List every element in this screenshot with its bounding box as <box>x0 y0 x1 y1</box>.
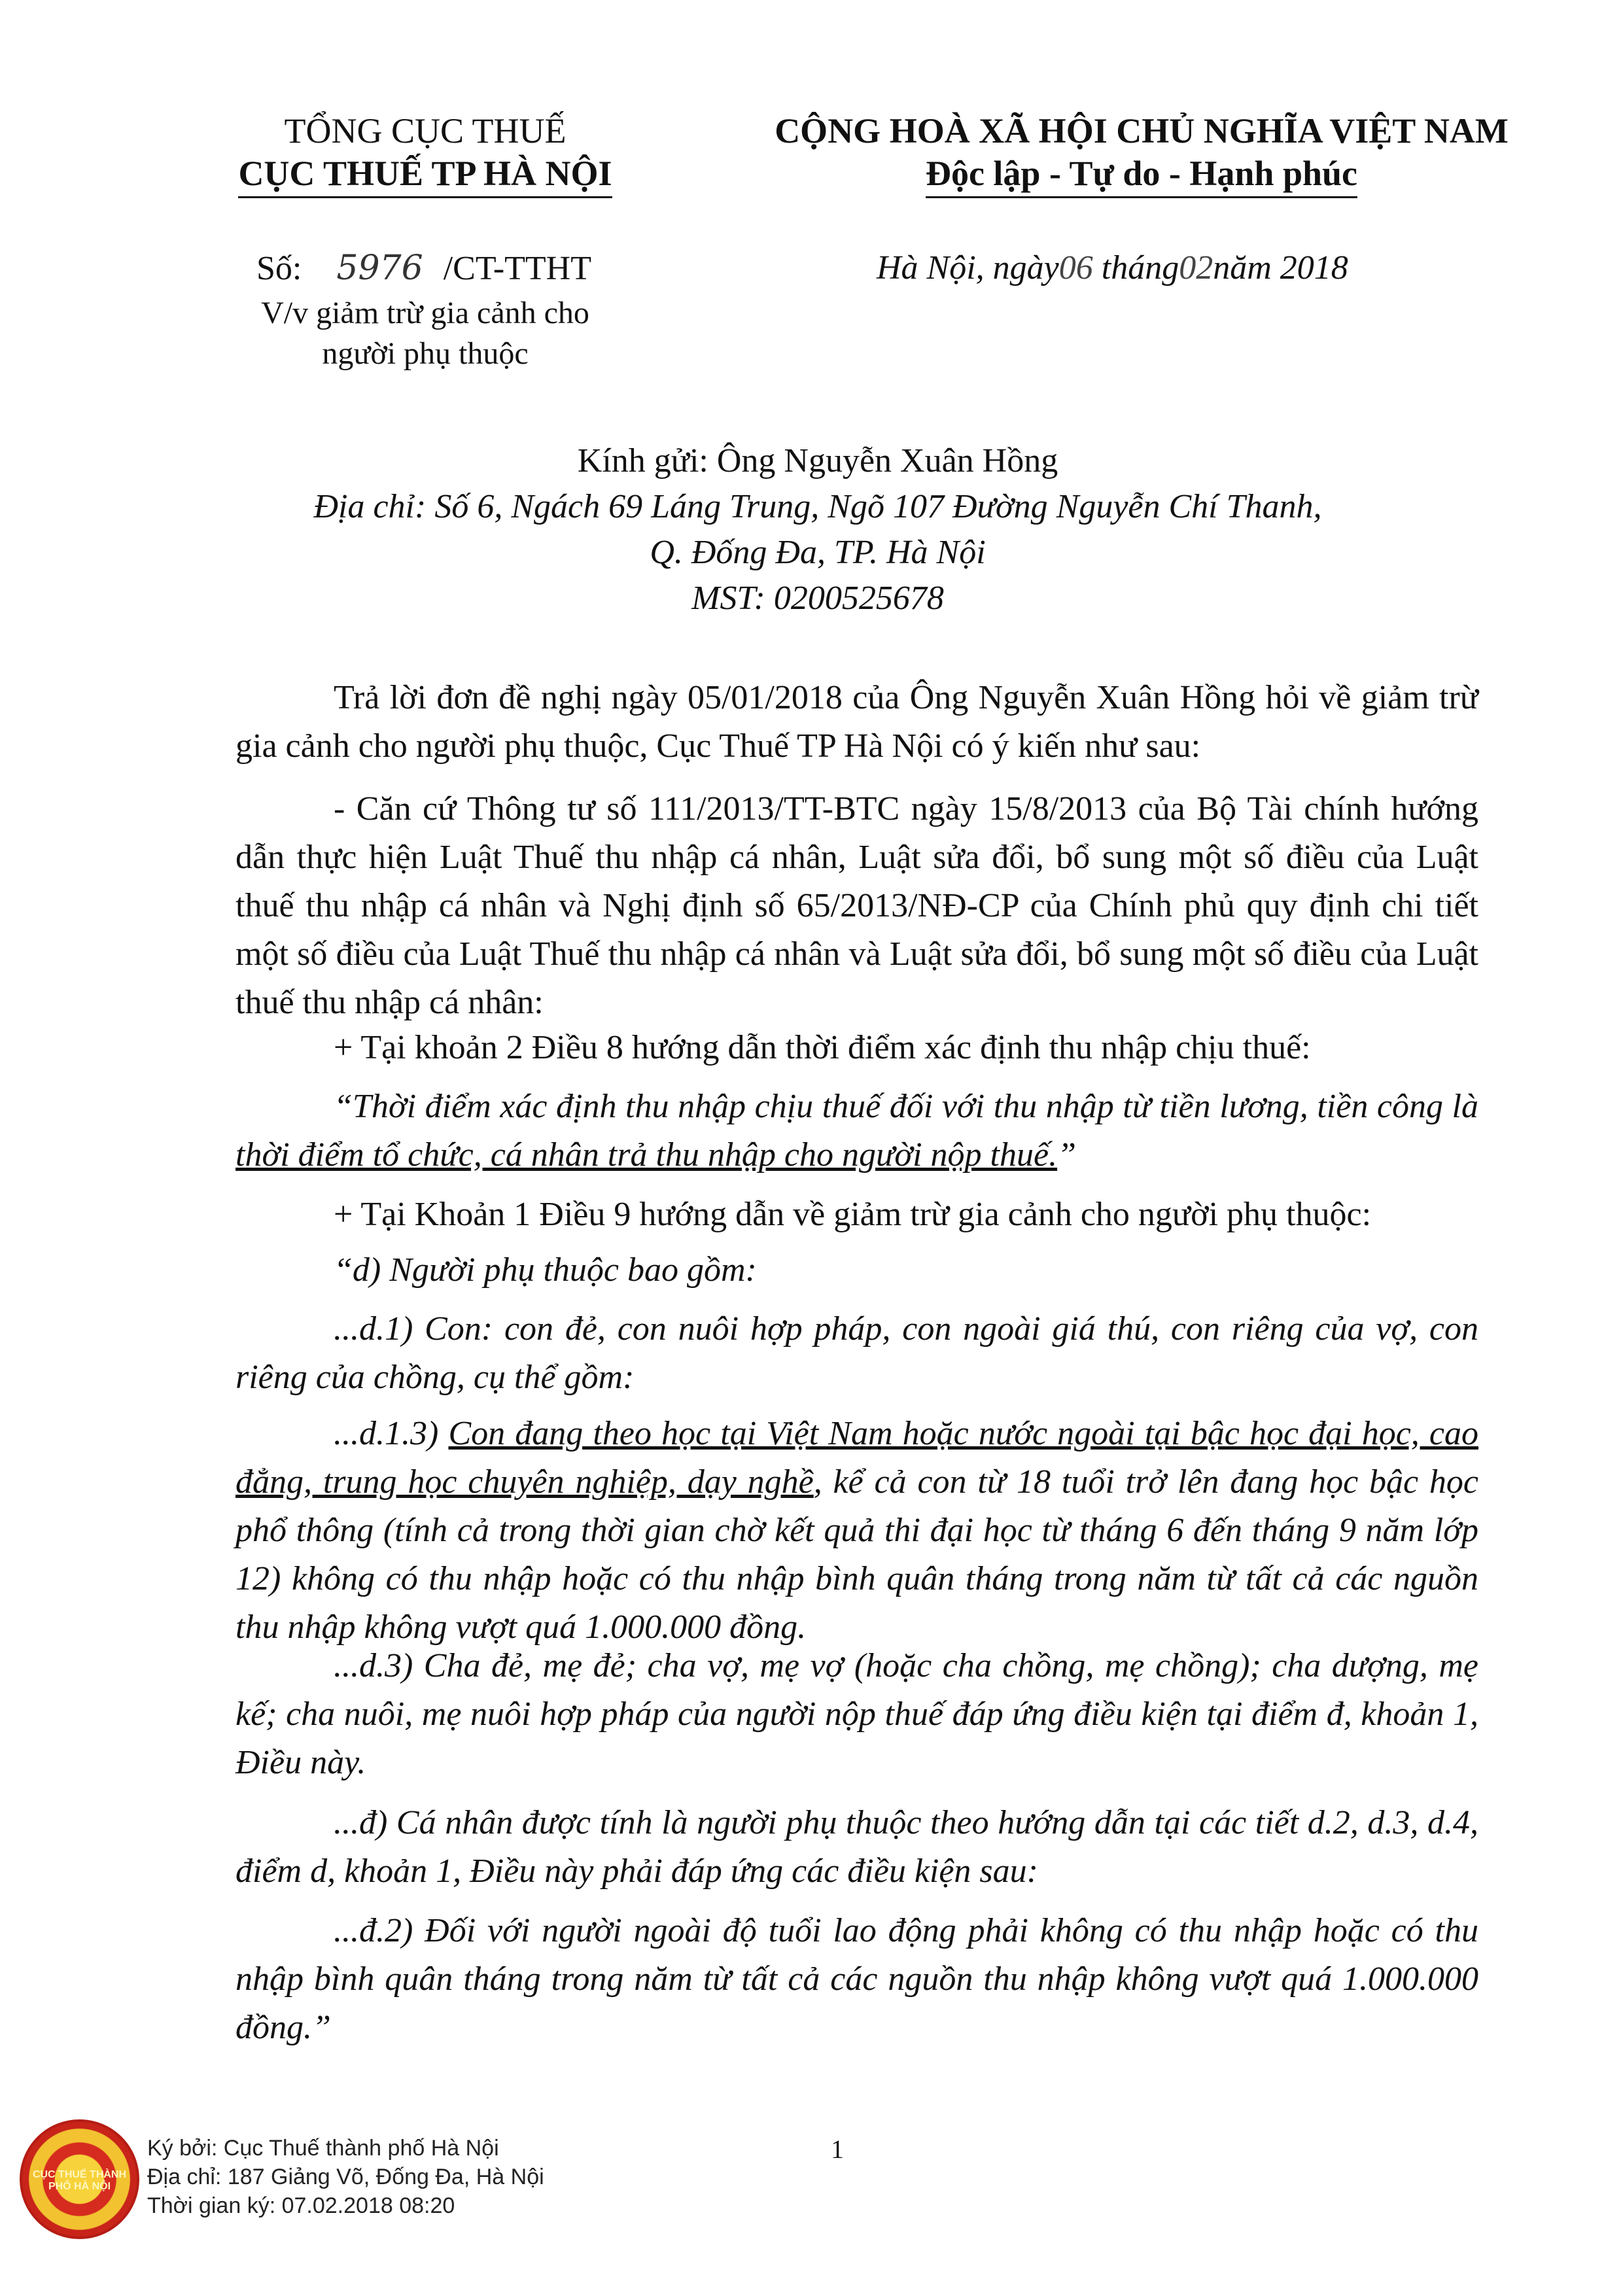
signed-by: Ký bởi: Cục Thuế thành phố Hà Nội <box>147 2136 499 2161</box>
recipient-to: Kính gửi: Ông Nguyễn Xuân Hồng <box>577 442 1058 479</box>
document-number <box>256 249 591 288</box>
paragraph-legal-basis: - Căn cứ Thông tư số 111/2013/TT-BTC ngày 15/8/2013 của Bộ Tài chính hướng dẫn thực hiện Luật Thuế thu nhập cá nhân, Luật sửa đổi, bổ sung một số điều của Luật thuế thu nhập cá nhân và Nghị định số 65/2013/NĐ-CP của Chính phủ quy định chi tiết một số điều của Luật Thuế thu nhập cá nhân và Luật sửa đổi, bổ sung một số điều của Luật thuế thu nhập cá nhân: <box>236 790 1478 1021</box>
paragraph-intro: Trả lời đơn đề nghị ngày 05/01/2018 của Ông Nguyễn Xuân Hồng hỏi về giảm trừ gia cảnh cho người phụ thuộc, Cục Thuế TP Hà Nội có ý kiến như sau: <box>236 679 1478 765</box>
d13-rest: , kể cả con từ 18 tuổi trở lên đang học bậc học phổ thông (tính cả trong thời gian chờ kết quả thi đại học từ tháng 6 đến tháng 9 năm lớp 12) không có thu nhập hoặc có thu nhập bình quân tháng trong năm từ tất cả các nguồn thu nhập không vượt quá 1.000.000 đồng. <box>236 1463 1478 1646</box>
subject-line2: người phụ thuộc <box>322 336 529 371</box>
recipient-address-1: Địa chỉ: Số 6, Ngách 69 Láng Trung, Ngõ 107 Đường Nguyễn Chí Thanh, <box>313 488 1322 525</box>
number-handwritten: 5976 <box>336 249 423 288</box>
signature-time: Thời gian ký: 07.02.2018 08:20 <box>147 2193 455 2218</box>
number-suffix: /CT-TTHT <box>443 250 591 287</box>
date-prefix: Hà Nội, ngày <box>877 249 1059 287</box>
paragraph-dd2: ...đ.2) Đối với người ngoài độ tuổi lao động phải không có thu nhập hoặc có thu nhập bình quân tháng trong năm từ tất cả các nguồn thu nhập không vượt quá 1.000.000 đồng.” <box>236 1912 1478 2046</box>
d13-label: ...d.1.3) <box>334 1415 449 1452</box>
number-prefix: Số: <box>256 250 302 287</box>
seal-text: CỤC THUẾ THÀNH PHỐ HÀ NỘI <box>32 2169 127 2192</box>
issuer-block <box>216 110 635 198</box>
paragraph-dependents: “d) Người phụ thuộc bao gồm: <box>334 1251 757 1289</box>
national-title: CỘNG HOÀ XÃ HỘI CHỦ NGHĨA VIỆT NAM <box>775 111 1509 150</box>
date-suffix: năm 2018 <box>1213 249 1348 287</box>
national-heading <box>739 110 1544 198</box>
subject-line1: V/v giảm trừ gia cảnh cho <box>261 296 589 330</box>
recipient-address-2: Q. Đống Đa, TP. Hà Nội <box>650 534 986 571</box>
issuer-name: CỤC THUẾ TP HÀ NỘI <box>238 152 612 198</box>
document-date <box>877 249 1348 287</box>
paragraph-article-8: + Tại khoản 2 Điều 8 hướng dẫn thời điểm xác định thu nhập chịu thuế: <box>334 1029 1311 1066</box>
d13-underlined: Con đang theo học tại Việt Nam hoặc nước ngoài tại bậc học đại học, cao đẳng, trung học chuyên nghiệp, dạy nghề <box>236 1415 1478 1501</box>
issuer-parent: TỔNG CỤC THUẾ <box>284 111 567 150</box>
paragraph-d1: ...d.1) Con: con đẻ, con nuôi hợp pháp, con ngoài giá thú, con riêng của vợ, con riêng của chồng, cụ thể gồm: <box>236 1310 1478 1396</box>
paragraph-d3: ...d.3) Cha đẻ, mẹ đẻ; cha vợ, mẹ vợ (hoặc cha chồng, mẹ chồng); cha dượng, mẹ kế; cha nuôi, mẹ nuôi hợp pháp của người nộp thuế đáp ứng điều kiện tại điểm đ, khoản 1, Điều này. <box>236 1647 1478 1781</box>
quote-close: ” <box>1057 1136 1076 1174</box>
paragraph-dd: ...đ) Cá nhân được tính là người phụ thuộc theo hướng dẫn tại các tiết d.2, d.3, d.4, điểm d, khoản 1, Điều này phải đáp ứng các điều kiện sau: <box>236 1804 1478 1890</box>
date-month: 02 <box>1179 249 1213 287</box>
signer-address: Địa chỉ: 187 Giảng Võ, Đống Đa, Hà Nội <box>147 2165 544 2189</box>
subject-block <box>216 293 635 374</box>
date-mid: tháng <box>1101 249 1179 287</box>
digital-signature-info <box>147 2134 544 2220</box>
national-motto: Độc lập - Tự do - Hạnh phúc <box>926 152 1357 198</box>
date-day: 06 <box>1058 249 1093 287</box>
quote-text: “Thời điểm xác định thu nhập chịu thuế đối với thu nhập từ tiền lương, tiền công là <box>334 1088 1478 1125</box>
recipient-tax-code: MST: 0200525678 <box>691 580 944 617</box>
paragraph-article-9: + Tại Khoản 1 Điều 9 hướng dẫn về giảm trừ gia cảnh cho người phụ thuộc: <box>334 1196 1372 1233</box>
paragraph-quote-income-time <box>236 1083 1478 1179</box>
recipient-block <box>196 438 1439 621</box>
paragraph-d13 <box>236 1410 1478 1652</box>
official-seal <box>20 2119 139 2239</box>
quote-underlined: thời điểm tổ chức, cá nhân trả thu nhập cho người nộp thuế. <box>236 1136 1058 1174</box>
page-number: 1 <box>831 2134 844 2164</box>
